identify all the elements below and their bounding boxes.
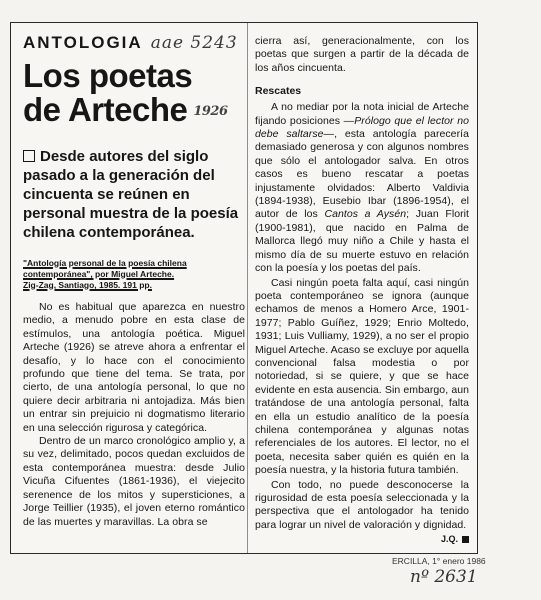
publication-source: ERCILLA, 1° enero 1986 [392,556,486,566]
end-mark-icon [462,536,469,543]
section-label: ANTOLOGIA [23,33,143,52]
rescates-body [255,101,469,532]
italic-run: Prólogo que el lector no debe saltarse [255,114,470,141]
book-citation [23,258,245,291]
handwritten-year: 1926 [193,104,228,119]
square-bullet-icon [23,150,35,162]
title-line-1: Los poetas [23,57,193,94]
newspaper-clipping [10,22,478,554]
body-paragraph: No es habitual que aparezca en nuestro medio, a menudo pobre en esta clase de estímulos, una antología poética. Miguel Arteche (1926) se atreve ahora a enfrentar el desafío, y lo hace con el conocimiento profundo que tiene del tema. Se trata, por cierto, de una antología personal, lo que no quiere decir arbitraria ni antojadiza. Más bien un entrar sin prejuicio ni dogmatismo literario en una selección rigurosa y categórica. [23,301,245,434]
signature-text: J.Q. [440,534,458,545]
text-run: —, esta antología parecería demasiado generosa y con algunos nombres que sólo el antologador salva. En otros casos es bueno rescatar a poetas injustamente olvidados: Alberto Valdivia (1894-1938), Eusebio Ibar (1896-1954), el autor de los [255,128,469,221]
text-run: A no mediar por la nota inicial de Arteche fijando posiciones — [255,101,469,127]
title-line-2-row [23,93,245,129]
body-paragraph: Dentro de un marco cronológico amplio y, a su vez, delimitado, pocos quedan excluidos de esta contemporánea muestra: desde Julio Vicuña Cifuentes (1861-1936), el viejecito serenence de los mitos y supersticiones, a Jorge Teillier (1935), el joven eterno romántico de las muertes y maravillas. La obra se [23,435,245,528]
left-body [23,301,245,529]
citation-line-a: "Antología personal de la poesía chilena contemporánea", por Miguel Arteche. [23,258,187,279]
left-column [23,33,245,529]
right-body [255,35,469,75]
author-signature [255,534,469,544]
handwritten-code: aae 5243 [150,33,238,53]
italic-run: Cantos a Aysén [324,208,407,221]
section-header [23,33,245,53]
article-title [23,59,245,129]
handwritten-number: nº 2631 [410,567,478,587]
deck-text: Desde autores del siglo pasado a la generación del cincuenta se reúnen en personal muestra de la poesía chilena contemporánea. [23,148,239,241]
continued-paragraph: cierra así, generacionalmente, con los poetas que surgen a partir de la década de los años cincuenta. [255,35,469,74]
subhead-rescates: Rescates [255,85,302,98]
body-paragraph: Con todo, no puede desconocerse la rigurosidad de esta poesía seleccionada y la perspectiva que el antologador ha tenido para lograr un nivel de valoración y dignidad. [255,478,469,531]
column-divider [247,23,248,553]
citation-line-b: Zig-Zag, Santiago, 1985. 191 pp. [23,280,152,290]
body-paragraph: Casi ningún poeta falta aquí, casi ningún poeta contemporáneo se ignora (aunque echamos de menos a Homero Arce, 1901-1977; Pablo Guíñez, 1929; Enrio Moltedo, 1931; Luis Vulliamy, 1929), a no ser el propio Miguel Arteche. Acaso se excluye por aquella convencional falsa modestia o por notoriedad, si se quiere, y que se hace evidente en esta ausencia. Sin embargo, aun tratándose de una antología personal, falta en ella un estudio analítico de la poesía chilena contemporánea y algunas notas referenciales de los autores. El lector, no el poeta, necesita saber quién es quién en la poesía nuestra, y la historia futura también. [255,276,469,477]
body-paragraph [255,101,469,275]
article-deck [23,147,245,242]
right-column [255,35,469,544]
text-run: ; Juan Florit (1900-1981), que nacido en Palma de Mallorca llegó muy niño a Chile y hasta el mismo día de su muerte estuvo en relación con la poesía y los poetas del país. [255,208,469,275]
title-line-2: de Arteche [23,91,188,128]
